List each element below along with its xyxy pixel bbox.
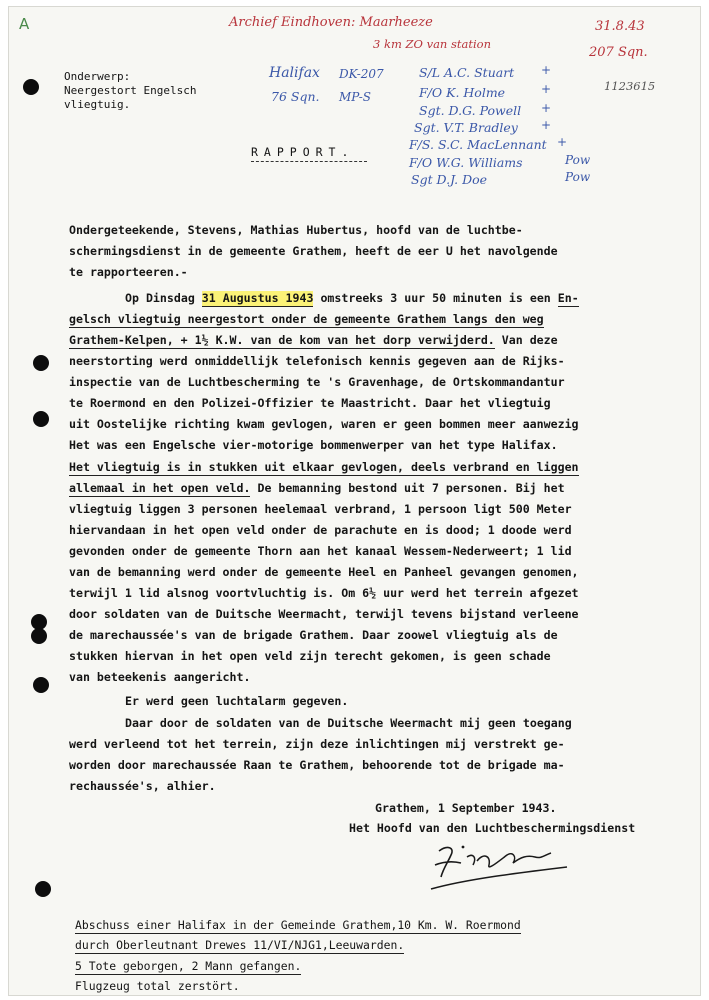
body-text: Op Dinsdag — [125, 291, 202, 305]
underlined-text: gelsch vliegtuig neergestort onder de gemeente Grathem langs den weg — [69, 312, 544, 326]
body-text: Van deze — [494, 333, 558, 347]
archive-sub-annotation: 3 km ZO van station — [373, 37, 491, 51]
punch-hole — [33, 355, 49, 371]
punch-hole — [31, 628, 47, 644]
closing-place-date: Grathem, 1 September 1943. — [375, 801, 557, 815]
crew-fate: Pow — [565, 153, 591, 167]
punch-hole — [23, 79, 39, 95]
crew-name: F/O K. Holme — [419, 85, 506, 100]
subject-label: Onderwerp: — [64, 70, 131, 83]
body-line: hiervandaan in het open veld onder de parachute en is dood; 1 doode werd — [69, 523, 572, 537]
footer-line — [75, 937, 404, 953]
squadron-annotation: 207 Sqn. — [589, 45, 648, 60]
body-line — [69, 459, 579, 475]
body-line: Het was een Engelsche vier-motorige bommenwerper van het type Halifax. — [69, 438, 558, 452]
body-line: gevonden onder de gemeente Thorn aan het kanaal Wessem-Nederweert; 1 lid — [69, 544, 572, 558]
underlined-text: durch Oberleutnant Drewes 11/VI/NJG1,Leeuwarden. — [75, 938, 405, 952]
underlined-text: Abschuss einer Halifax in der Gemeinde Grathem,10 Km. W. Roermond — [75, 918, 521, 932]
reference-number: 1123615 — [604, 79, 656, 93]
body-line: worden door marechaussée Raan te Grathem, behoorende tot de brigade ma- — [69, 758, 565, 772]
body-text: De bemanning bestond uit 7 personen. Bij het — [250, 481, 565, 495]
crew-fate: + — [541, 101, 552, 115]
crew-name: S/L A.C. Stuart — [419, 65, 515, 80]
closing-title: Het Hoofd van den Luchtbeschermingsdienst — [349, 821, 636, 835]
body-line: rechaussée's, alhier. — [69, 779, 216, 793]
crew-fate: + — [541, 118, 552, 132]
underlined-text: 5 Tote geborgen, 2 Mann gefangen. — [75, 959, 302, 973]
body-line: van de bemanning werd onder de gemeente Heel en Panheel gevangen genomen, — [69, 565, 579, 579]
body-line: vliegtuig liggen 3 personen heelemaal verbrand, 1 persoon ligt 500 Meter — [69, 502, 572, 516]
subject-line-2: vliegtuig. — [64, 98, 131, 111]
underlined-text: allemaal in het open veld. — [69, 481, 251, 495]
body-line: terwijl 1 lid alsnog voortvluchtig is. Om 6½ uur werd het terrein afgezet — [69, 586, 579, 600]
crash-date-highlight: 31 Augustus 1943 — [201, 291, 314, 305]
signature-drawing — [417, 835, 577, 897]
body-line: stukken hiervan in het open veld zijn terecht gekomen, is geen schade — [69, 649, 551, 663]
aircraft-code: MP-S — [339, 90, 371, 104]
punch-hole — [35, 881, 51, 897]
underlined-text: En- — [557, 291, 579, 305]
crew-name: Sgt. V.T. Bradley — [414, 120, 518, 135]
body-line: Daar door de soldaten van de Duitsche Weermacht mij geen toegang — [125, 716, 572, 730]
document-page — [8, 6, 701, 996]
body-line — [69, 311, 544, 327]
crew-name: F/O W.G. Williams — [409, 155, 523, 170]
aircraft-type: Halifax — [269, 65, 320, 81]
body-line: neerstorting werd onmiddellijk telefonisch kennis gegeven aan de Rijks- — [69, 354, 565, 368]
footer-line — [75, 958, 301, 974]
underlined-text: Het vliegtuig is in stukken uit elkaar gevlogen, deels verbrand en liggen — [69, 460, 579, 474]
body-line: Er werd geen luchtalarm gegeven. — [125, 694, 349, 708]
subject-line-1: Neergestort Engelsch — [64, 84, 197, 97]
punch-hole — [33, 677, 49, 693]
body-line — [69, 480, 565, 496]
footer-line: Flugzeug total zerstört. — [75, 979, 240, 993]
body-line — [125, 290, 579, 306]
body-line: te rapporteeren.- — [69, 265, 188, 279]
crew-fate: + — [541, 82, 552, 96]
body-line: schermingsdienst in de gemeente Grathem, heeft de eer U het navolgende — [69, 244, 558, 258]
crew-name: Sgt. D.G. Powell — [419, 103, 522, 118]
corner-mark: A — [19, 15, 30, 33]
footer-line — [75, 917, 521, 933]
body-line: door soldaten van de Duitsche Weermacht, terwijl tevens bijstand verleene — [69, 607, 579, 621]
body-line: Ondergeteekende, Stevens, Mathias Hubertus, hoofd van de luchtbe- — [69, 223, 523, 237]
body-line: de marechaussée's van de brigade Grathem. Daar zoowel vliegtuig als de — [69, 628, 558, 642]
crew-name: F/S. S.C. MacLennant — [409, 137, 547, 152]
underlined-text: Grathem-Kelpen, + 1½ K.W. van de kom van het dorp verwijderd. — [69, 333, 495, 347]
heading-underline — [251, 161, 367, 162]
body-line: van beteekenis aangericht. — [69, 670, 251, 684]
crew-fate: Pow — [565, 170, 591, 184]
body-line: uit Oostelijke richting kwam gevlogen, waren er geen bommen meer aanwezig — [69, 417, 579, 431]
crew-name: Sgt D.J. Doe — [411, 172, 488, 187]
punch-hole — [33, 411, 49, 427]
archive-annotation: Archief Eindhoven: Maarheeze — [229, 15, 433, 30]
body-line — [69, 332, 558, 348]
body-line: te Roermond en den Polizei-Offizier te Maastricht. Daar het vliegtuig — [69, 396, 551, 410]
crew-fate: + — [541, 63, 552, 77]
aircraft-squadron: 76 Sqn. — [271, 89, 320, 104]
body-text: omstreeks 3 uur 50 minuten is een — [313, 291, 558, 305]
crew-fate: + — [557, 135, 568, 149]
body-line: inspectie van de Luchtbescherming te 's Gravenhage, de Ortskommandantur — [69, 375, 565, 389]
body-line: werd verleend tot het terrein, zijn deze inlichtingen mij verstrekt ge- — [69, 737, 565, 751]
date-annotation: 31.8.43 — [595, 19, 645, 34]
report-heading: RAPPORT. — [251, 145, 355, 159]
aircraft-serial: DK-207 — [339, 67, 384, 81]
